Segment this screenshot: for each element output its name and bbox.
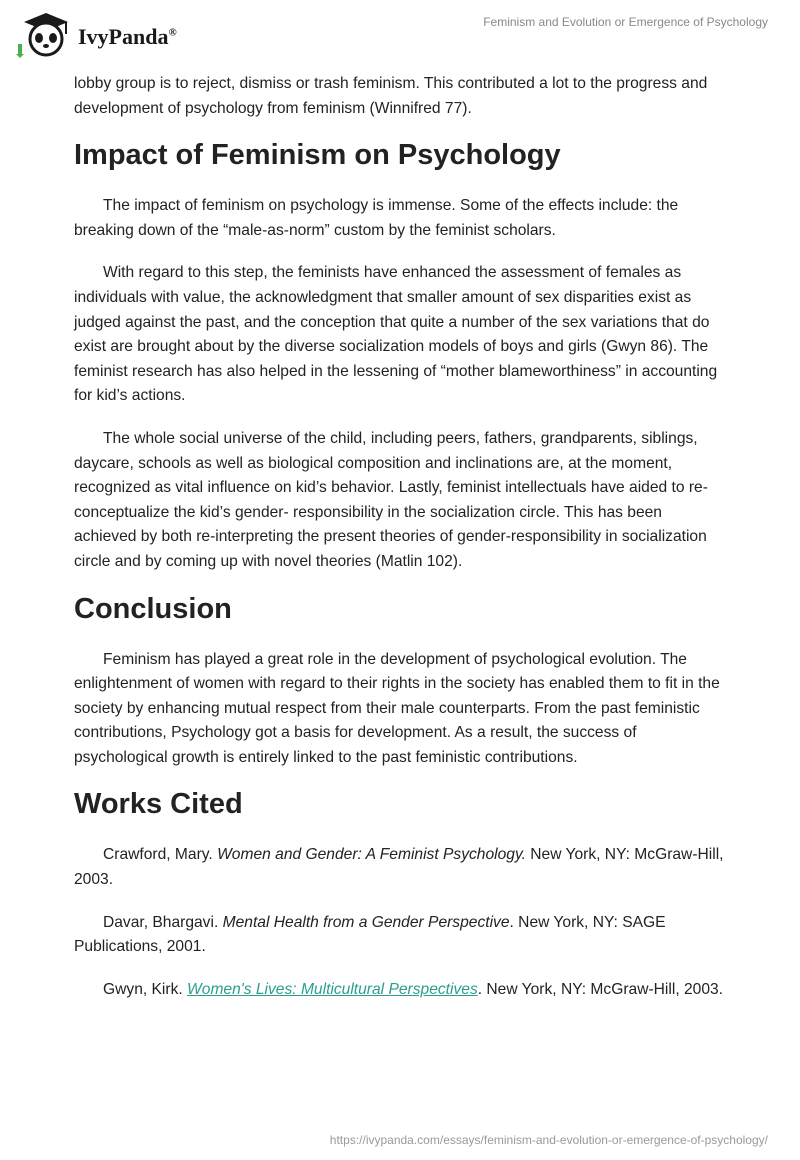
page-header <box>0 0 800 70</box>
source-url[interactable]: https://ivypanda.com/essays/feminism-and-evolution-or-emergence-of-psychology/ <box>329 1133 768 1147</box>
citation-gwyn: Gwyn, Kirk. Women's Lives: Multicultural Perspectives. New York, NY: McGraw-Hill, 2003. <box>103 980 724 998</box>
panda-graduation-cap-icon <box>16 10 72 63</box>
essay-body <box>74 72 724 1020</box>
brand-name: IvyPanda® <box>78 23 177 49</box>
citation-davar: Davar, Bhargavi. Mental Health from a Gender Perspective. New York, NY: SAGE Publications, 2001. <box>74 913 666 956</box>
paragraph: The impact of feminism on psychology is immense. Some of the effects include: the breaking down of the “male-as-norm” custom by the feminist scholars. <box>74 197 679 239</box>
section-heading-impact: Impact of Feminism on Psychology <box>74 139 561 172</box>
intro-paragraph: lobby group is to reject, dismiss or trash feminism. This contributed a lot to the progress and development of psychology from feminism (Winnifred 77). <box>74 75 708 117</box>
document-title: Feminism and Evolution or Emergence of Psychology <box>483 15 768 29</box>
paragraph: Feminism has played a great role in the development of psychological evolution. The enlightenment of women with regard to their rights in the society has enabled them to fit in the society by enhancing mutual respect from their male counterparts. From the past feministic contributions, Psychology got a basis for development. As a result, the success of psychological growth is entirely linked to the past feministic contributions. <box>74 650 720 766</box>
section-heading-works-cited: Works Cited <box>74 788 243 821</box>
paragraph: The whole social universe of the child, including peers, fathers, grandparents, siblings, daycare, schools as well as biological composition and inclinations are, at the moment, recognized as vital influence on kid’s behavior. Lastly, feminist intellectuals have aided to re-conceptualize the kid’s gender- responsibility in the socialization circle. This has been achieved by both re-interpreting the present theories of gender-responsibility in socialization circle and by coming up with novel theories (Matlin 102). <box>74 429 708 570</box>
ivypanda-logo[interactable] <box>16 10 177 63</box>
section-heading-conclusion: Conclusion <box>74 592 232 625</box>
paragraph: With regard to this step, the feminists have enhanced the assessment of females as individuals with value, the acknowledgment that smaller amount of sex disparities exist as judged against the past, and the conception that quite a number of the sex variations that do exist are brought about by the diverse socialization models of boys and girls (Gwyn 86). The feminist research has also helped in the lessening of “mother blameworthiness” in accounting for kid’s actions. <box>74 264 718 405</box>
citation-link[interactable]: Women's Lives: Multicultural Perspectives <box>187 980 478 998</box>
citation-crawford: Crawford, Mary. Women and Gender: A Feminist Psychology. New York, NY: McGraw-Hill, 2003. <box>74 846 724 889</box>
